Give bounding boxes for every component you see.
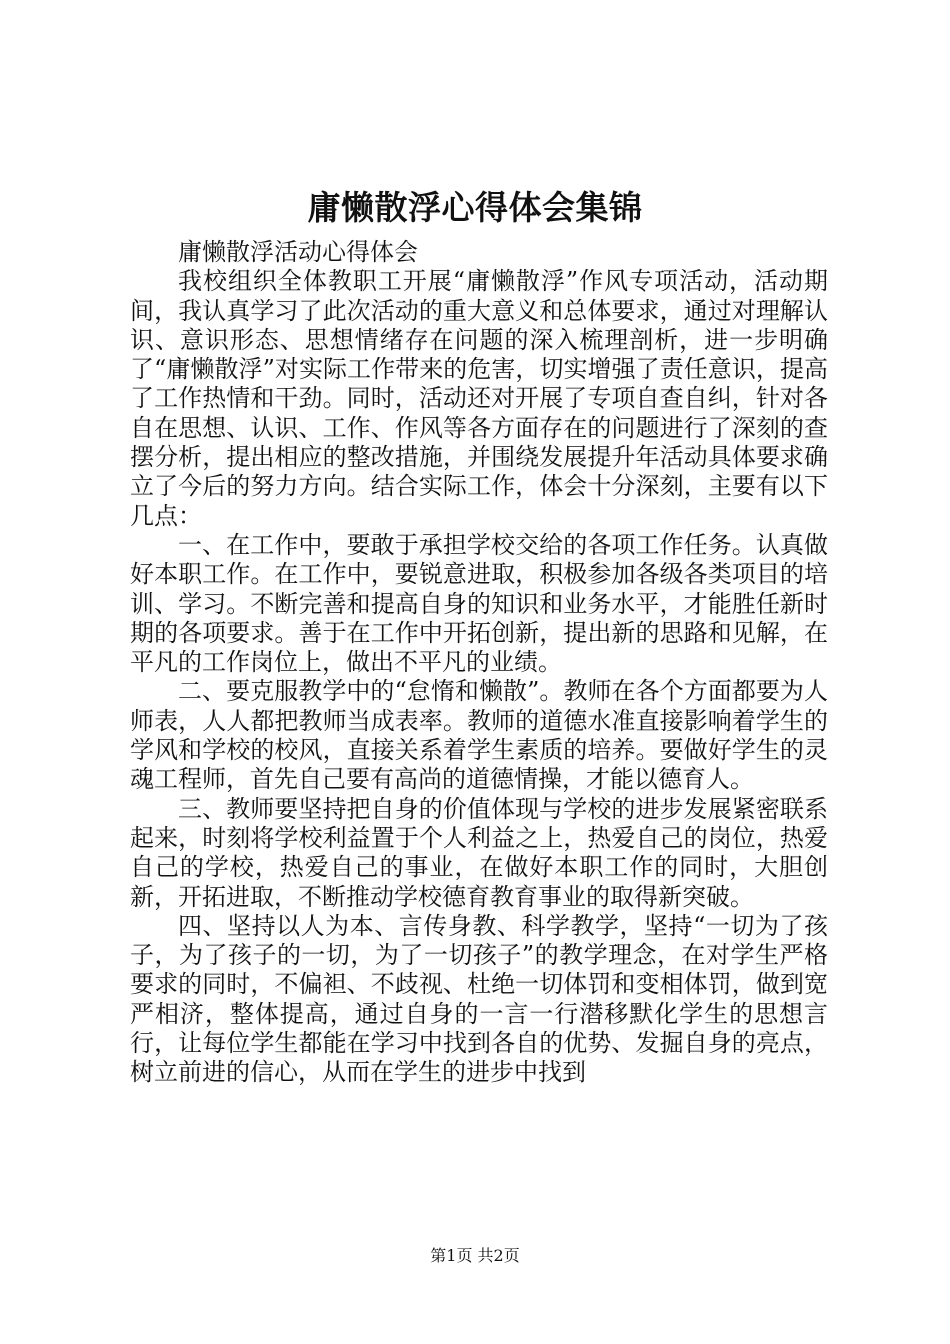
page-number-footer: 第1页 共2页 — [430, 1246, 520, 1265]
paragraph-intro: 我校组织全体教职工开展“庸懒散浮”作风专项活动，活动期间，我认真学习了此次活动的重大意义和总体要求，通过对理解认识、意识形态、思想情绪存在问题的深入梳理剖析，进一步明确了“庸懒散浮”对实际工作带来的危害，切实增强了责任意识，提高了工作热情和干劲。同时，活动还对开展了专项自查自纠，针对各自在思想、认识、工作、作风等各方面存在的问题进行了深刻的查摆分析，提出相应的整改措施，并围绕发展提升年活动具体要求确立了今后的努力方向。结合实际工作，体会十分深刻，主要有以下几点： — [130, 267, 828, 530]
paragraph-point-4: 四、坚持以人为本、言传身教、科学教学，坚持“一切为了孩子，为了孩子的一切，为了一切孩子”的教学理念，在对学生严格要求的同时，不偏袒、不歧视、杜绝一切体罚和变相体罚，做到宽严相济，整体提高，通过自身的一言一行潜移默化学生的思想言行，让每位学生都能在学习中找到各自的优势、发掘自身的亮点，树立前进的信心，从而在学生的进步中找到 — [130, 911, 828, 1087]
document-body — [130, 238, 828, 1088]
document-subtitle: 庸懒散浮活动心得体会 — [178, 238, 418, 266]
document-title: 庸懒散浮心得体会集锦 — [307, 188, 643, 227]
paragraph-point-2: 二、要克服教学中的“怠惰和懒散”。教师在各个方面都要为人师表，人人都把教师当成表率。教师的道德水准直接影响着学生的学风和学校的校风，直接关系着学生素质的培养。要做好学生的灵魂工程师，首先自己要有高尚的道德情操，才能以德育人。 — [130, 677, 828, 794]
paragraph-point-3: 三、教师要坚持把自身的价值体现与学校的进步发展紧密联系起来，时刻将学校利益置于个人利益之上，热爱自己的岗位，热爱自己的学校，热爱自己的事业，在做好本职工作的同时，大胆创新，开拓进取，不断推动学校德育教育事业的取得新突破。 — [130, 794, 828, 911]
paragraph-point-1: 一、在工作中，要敢于承担学校交给的各项工作任务。认真做好本职工作。在工作中，要锐意进取，积极参加各级各类项目的培训、学习。不断完善和提高自身的知识和业务水平，才能胜任新时期的各项要求。善于在工作中开拓创新，提出新的思路和见解，在平凡的工作岗位上，做出不平凡的业绩。 — [130, 530, 828, 677]
